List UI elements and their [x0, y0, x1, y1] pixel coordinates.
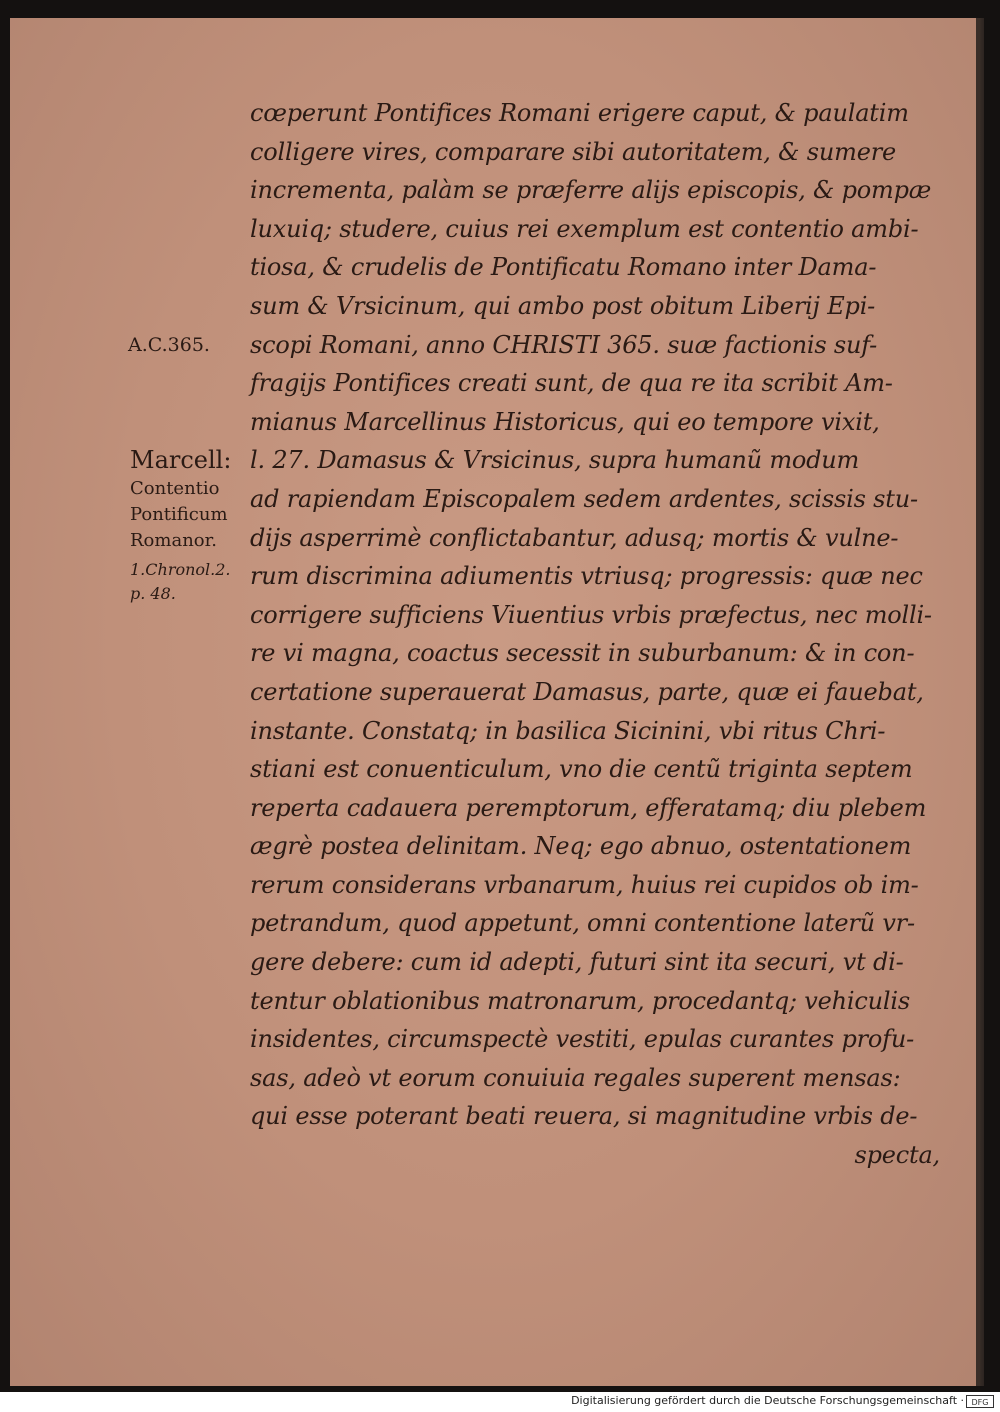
text-line: luxuiq; studere, cuius rei exemplum est contentio ambi-: [250, 214, 919, 243]
text-line: stiani est conuenticulum, vno die centũ triginta septem: [250, 755, 913, 784]
body-text: [250, 94, 940, 1175]
dfg-logo: DFG: [966, 1395, 994, 1408]
footer-credit: Digitalisierung gefördert durch die Deutsche Forschungsgemeinschaft ·: [571, 1394, 964, 1407]
text-line: insidentes, circumspectè vestiti, epulas curantes profu-: [250, 1025, 915, 1054]
text-line: instante. Constatq; in basilica Sicinini, vbi ritus Chri-: [250, 716, 886, 745]
text-line: sum & Vrsicinum, qui ambo post obitum Liberij Epi-: [250, 291, 876, 320]
margin-note-heading-3: Romanor.: [130, 530, 217, 551]
text-line: colligere vires, comparare sibi autoritatem, & sumere: [250, 137, 896, 166]
text-line: ad rapiendam Episcopalem sedem ardentes, scissis stu-: [250, 484, 918, 513]
text-line: ægrè postea delinitam. Neq; ego abnuo, ostentationem: [250, 832, 912, 861]
text-line: l. 27. Damasus & Vrsicinus, supra humanũ modum: [250, 446, 860, 475]
text-line: dijs asperrimè conflictabantur, adusq; mortis & vulne-: [250, 523, 899, 552]
text-line: reperta cadauera peremptorum, efferatamq; diu plebem: [250, 793, 927, 822]
text-line: re vi magna, coactus secessit in suburbanum: & in con-: [250, 639, 915, 668]
margin-note-ref-1: 1.Chronol.2.: [130, 560, 231, 579]
text-line: corrigere sufficiens Viuentius vrbis præfectus, nec molli-: [250, 600, 932, 629]
text-line: incrementa, palàm se præferre alijs episcopis, & pompæ: [250, 176, 932, 205]
text-line: mianus Marcellinus Historicus, qui eo tempore vixit,: [250, 407, 880, 436]
text-line: qui esse poterant beati reuera, si magnitudine vrbis de-: [250, 1102, 918, 1131]
text-line: cœperunt Pontifices Romani erigere caput, & paulatim: [250, 99, 909, 127]
text-line: tiosa, & crudelis de Pontificatu Romano inter Dama-: [250, 253, 877, 282]
margin-note-year: A.C.365.: [128, 334, 210, 356]
text-line: gere debere: cum id adepti, futuri sint ita securi, vt di-: [250, 948, 904, 977]
text-line: rum discrimina adiumentis vtriusq; progressis: quæ nec: [250, 562, 923, 591]
margin-note-heading-2: Pontificum: [130, 504, 228, 525]
catchword: specta,: [854, 1141, 940, 1170]
text-line: sas, adeò vt eorum conuiuia regales superent mensas:: [250, 1063, 901, 1092]
margin-note-heading-1: Contentio: [130, 478, 220, 499]
text-line: rerum considerans vrbanarum, huius rei cupidos ob im-: [250, 870, 919, 899]
text-line: fragijs Pontifices creati sunt, de qua re ita scribit Am-: [250, 369, 893, 398]
text-line: petrandum, quod appetunt, omni contentione laterũ vr-: [250, 909, 915, 938]
text-line: tentur oblationibus matronarum, procedantq; vehiculis: [250, 986, 910, 1015]
margin-note-author: Marcell:: [130, 446, 232, 474]
footer-bar: [0, 1392, 1000, 1412]
text-line: scopi Romani, anno CHRISTI 365. suæ factionis suf-: [250, 330, 877, 359]
margin-note-ref-2: p. 48.: [130, 584, 176, 603]
text-line: certatione superauerat Damasus, parte, quæ ei fauebat,: [250, 677, 924, 706]
